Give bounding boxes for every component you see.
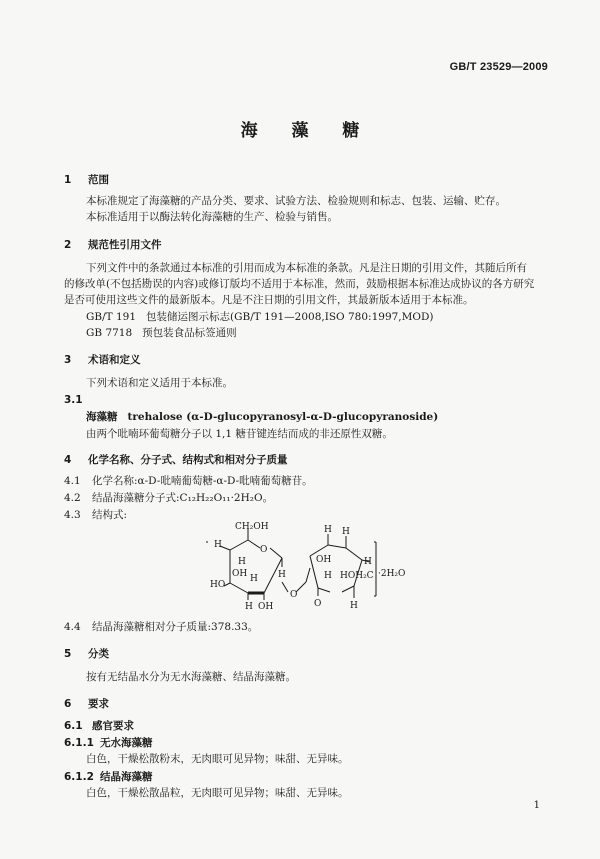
subsection-6-1-1-text: 白色，干燥松散粉末，无肉眼可见异物；味甜、无异味。 — [86, 753, 349, 765]
label-hoh2c: HOH₂C — [340, 571, 374, 581]
label-h-8: H — [364, 557, 372, 567]
section-2-paragraph-line-3: 是否可使用这些文件的最新版本。凡是不注日期的引用文件，其最新版本适用于本标准。 — [64, 294, 474, 306]
label-water: ·2H₂O — [378, 569, 406, 579]
section-4-heading: 4 化学名称、分子式、结构式和相对分子质量 — [64, 454, 288, 466]
section-5-paragraph: 按有无结晶水分为无水海藻糖、结晶海藻糖。 — [86, 671, 296, 683]
label-h-4: H — [250, 574, 258, 584]
subsection-6-1-1: 6.1.1 无水海藻糖 — [64, 737, 153, 749]
label-oh-left: OH — [232, 569, 248, 579]
label-h-1: H — [214, 540, 222, 550]
section-2-paragraph-line-1: 下列文件中的条款通过本标准的引用而成为本标准的条款。凡是注日期的引用文件，其随后所有 — [86, 262, 527, 274]
document-title: 海 藻 糖 — [240, 121, 374, 141]
reference-gb-t-191: GB/T 191 包装储运图示标志(GB/T 191—2008,ISO 780:1997,MOD) — [86, 311, 434, 323]
label-oh-bottom: OH — [258, 602, 274, 612]
term-definition: 由两个吡喃环葡萄糖分子以 1,1 糖苷键连结而成的非还原性双糖。 — [86, 428, 393, 440]
label-ring-oxygen-right: O — [314, 599, 322, 609]
reference-gb-7718: GB 7718 预包装食品标签通则 — [86, 327, 237, 339]
label-h-9: H — [324, 571, 332, 581]
subsection-6-1-2-text: 白色，干燥松散晶粒，无肉眼可见异物；味甜、无异味。 — [86, 787, 349, 799]
item-4-3: 4.3 结构式: — [64, 509, 128, 521]
label-h-7: H — [342, 527, 350, 537]
standard-number: GB/T 23529—2009 — [449, 61, 548, 73]
item-4-1: 4.1 化学名称:α-D-吡喃葡萄糖-α-D-吡喃葡萄糖苷。 — [64, 475, 313, 487]
term-trehalose: 海藻糖 trehalose (α-D-glucopyranosyl-α-D-glucopyranoside) — [86, 411, 439, 423]
section-6-heading: 6 要求 — [64, 698, 109, 710]
section-1-paragraph-2: 本标准适用于以酶法转化海藻糖的生产、检验与销售。 — [86, 211, 338, 223]
page-number: 1 — [533, 800, 540, 811]
label-h-10: H — [350, 601, 358, 611]
label-ch2oh: CH₂OH — [235, 522, 269, 532]
label-oh-right: OH — [316, 555, 332, 565]
section-3-heading: 3 术语和定义 — [64, 354, 141, 366]
section-1-paragraph-1: 本标准规定了海藻糖的产品分类、要求、试验方法、检验规则和标志、包装、运输、贮存。 — [86, 195, 506, 207]
item-4-4: 4.4 结晶海藻糖相对分子质量:378.33。 — [64, 621, 259, 633]
section-2-paragraph-line-2: 的修改单(不包括勘误的内容)或修订版均不适用于本标准，然而，鼓励根据本标准达成协议的各方研究 — [64, 278, 535, 290]
label-ho-left: HO — [210, 580, 226, 590]
section-5-heading: 5 分类 — [64, 648, 109, 660]
label-bridge-oxygen: O — [290, 590, 298, 600]
section-1-heading: 1 范围 — [64, 174, 109, 186]
label-h-6: H — [324, 525, 332, 535]
label-h-3: H — [278, 570, 286, 580]
label-h-2: H — [238, 557, 246, 567]
section-3-paragraph: 下列术语和定义适用于本标准。 — [86, 377, 233, 389]
section-2-heading: 2 规范性引用文件 — [64, 239, 162, 251]
label-ring-oxygen-left: O — [260, 545, 268, 555]
item-4-2: 4.2 结晶海藻糖分子式:C₁₂H₂₂O₁₁·2H₂O。 — [64, 492, 274, 504]
subsection-6-1: 6.1 感官要求 — [64, 720, 134, 732]
subsection-6-1-2: 6.1.2 结晶海藻糖 — [64, 771, 153, 783]
label-h-5: H — [245, 602, 253, 612]
trehalose-structural-formula — [190, 520, 430, 620]
subsection-3-1-number: 3.1 — [64, 394, 83, 406]
